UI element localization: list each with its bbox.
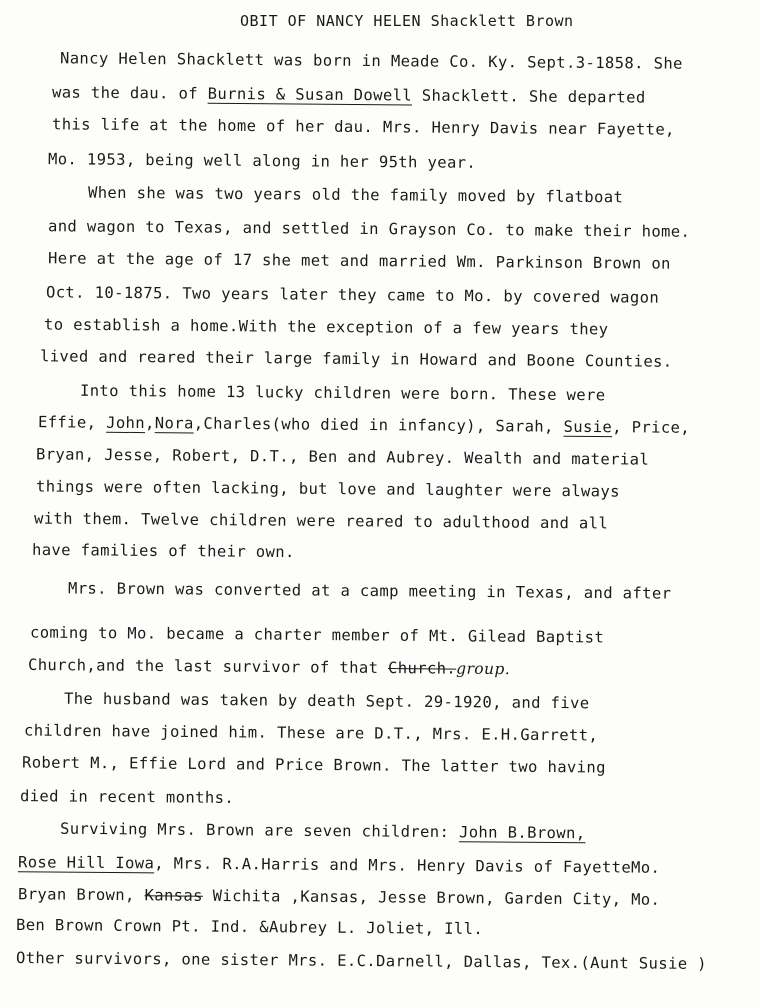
text-line: Here at the age of 17 she met and married Wm. Parkinson Brown on — [47, 249, 671, 273]
text-line: this life at the home of her dau. Mrs. Henry Davis near Fayette, — [51, 115, 675, 139]
underlined-name: Burnis & Susan Dowell — [207, 84, 413, 105]
underlined-place: Rose Hill Iowa — [17, 853, 155, 873]
text-line: Mo. 1953, being well along in her 95th year. — [47, 150, 477, 172]
text-line: Oct. 10-1875. Two years later they came to Mo. by covered wagon — [45, 283, 660, 307]
text-line: Into this home 13 lucky children were born. These were — [79, 381, 606, 405]
underlined-name: John B.Brown, — [458, 823, 586, 843]
text-line: coming to Mo. became a charter member of Mt. Gilead Baptist — [29, 623, 605, 647]
text-line: The husband was taken by death Sept. 29-1920, and five — [63, 689, 590, 713]
underlined-name: John — [106, 413, 146, 433]
text-line: Effie, John,Nora,Charles(who died in infancy), Sarah, Susie, Price, — [37, 413, 691, 437]
text-line: Robert M., Effie Lord and Price Brown. The latter two having — [21, 753, 606, 777]
text-line: Surviving Mrs. Brown are seven children: John B.Brown, — [59, 819, 586, 843]
underlined-name: Susie — [563, 417, 613, 437]
underlined-name: Nora — [154, 414, 194, 433]
text-line: Other survivors, one sister Mrs. E.C.Darnell, Dallas, Tex.(Aunt Susie ) — [15, 948, 708, 974]
text-line: was the dau. of Burnis & Susan Dowell Shacklett. She departed — [51, 83, 646, 107]
text-line: have families of their own. — [31, 540, 295, 562]
obituary-title: OBIT OF NANCY HELEN Shacklett Brown — [240, 12, 574, 30]
text-line: Bryan, Jesse, Robert, D.T., Ben and Aubrey. Wealth and material — [35, 445, 650, 469]
struck-word: Kansas — [144, 886, 204, 905]
text-line: Church,and the last survivor of that Church.group. — [27, 655, 511, 679]
handwritten-correction: group. — [456, 659, 511, 679]
text-line: things were often lacking, but love and laughter were always — [35, 477, 620, 501]
text-line: to establish a home.With the exception of a few years they — [43, 315, 609, 339]
text-line: When she was two years old the family moved by flatboat — [87, 183, 624, 207]
text-line: Ben Brown Crown Pt. Ind. &Aubrey L. Joliet, Ill. — [15, 915, 484, 939]
text-line: with them. Twelve children were reared to adulthood and all — [33, 509, 609, 533]
text-line: and wagon to Texas, and settled in Grayson Co. to make their home. — [47, 217, 691, 241]
text-line: lived and reared their large family in Howard and Boone Counties. — [39, 347, 673, 371]
text-line: died in recent months. — [19, 787, 235, 807]
text-line: Bryan Brown, Kansas Wichita ,Kansas, Jesse Brown, Garden City, Mo. — [17, 885, 661, 909]
text-line: children have joined him. These are D.T., Mrs. E.H.Garrett, — [23, 721, 599, 745]
text-line: Rose Hill Iowa, Mrs. R.A.Harris and Mrs. Henry Davis of FayetteMo. — [17, 853, 661, 877]
text-line: Mrs. Brown was converted at a camp meeting in Texas, and after — [67, 579, 672, 603]
text-line: Nancy Helen Shacklett was born in Meade Co. Ky. Sept.3-1858. She — [59, 49, 683, 73]
struck-word: Church. — [387, 659, 457, 678]
